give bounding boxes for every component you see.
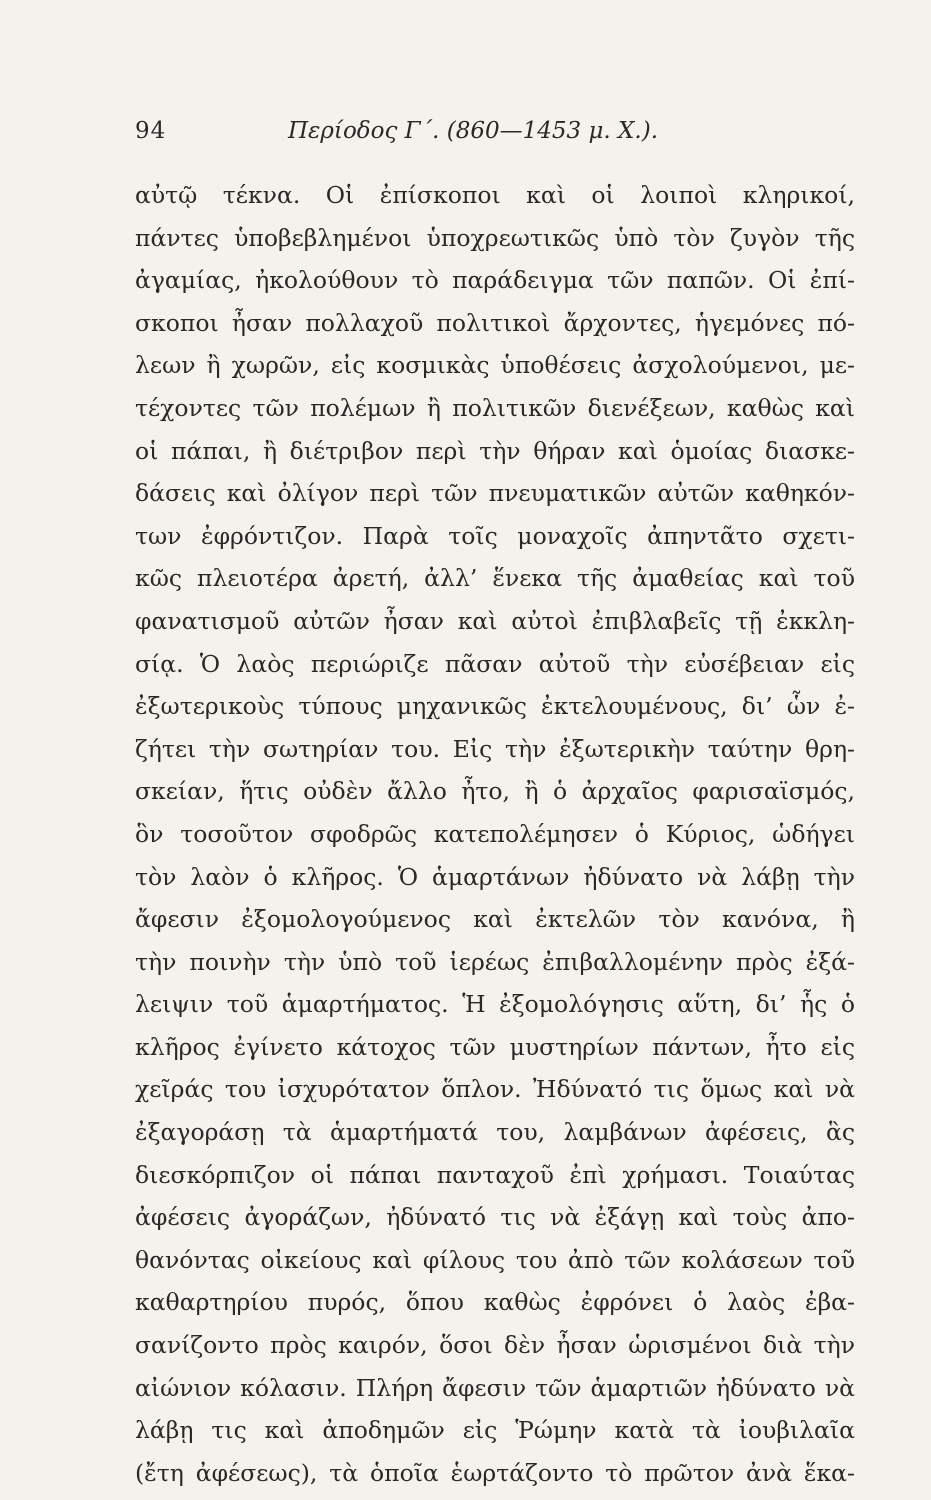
text-line: τὴν ποινὴν τὴν ὑπὸ τοῦ ἱερέως ἐπιβαλλομένην πρὸς ἐξά- bbox=[135, 947, 855, 976]
text-line: ζήτει τὴν σωτηρίαν του. Εἰς τὴν ἐξωτερικὴν ταύτην θρη- bbox=[135, 734, 855, 763]
text-line: αὐτῷ τέκνα. Οἱ ἐπίσκοποι καὶ οἱ λοιποὶ κληρικοί, bbox=[135, 181, 855, 209]
text-line: σίᾳ. Ὁ λαὸς περιώριζε πᾶσαν αὐτοῦ τὴν εὐσέβειαν εἰς bbox=[135, 649, 855, 678]
text-line: λεων ἢ χωρῶν, εἰς κοσμικὰς ὑποθέσεις ἀσχολούμενοι, με- bbox=[135, 351, 855, 380]
text-line: κῶς πλειοτέρα ἀρετή, ἀλλ’ ἕνεκα τῆς ἀμαθείας καὶ τοῦ bbox=[135, 564, 855, 593]
text-line: λάβῃ τις καὶ ἀποδημῶν εἰς Ῥώμην κατὰ τὰ ἰουβιλαῖα bbox=[135, 1416, 855, 1445]
text-line: ἐξαγοράσῃ τὰ ἁμαρτήματά του, λαμβάνων ἀφέσεις, ἃς bbox=[135, 1118, 855, 1147]
text-line: διεσκόρπιζον οἱ πάπαι πανταχοῦ ἐπὶ χρήμασι. Τοιαύτας bbox=[135, 1160, 855, 1189]
body-text bbox=[135, 174, 855, 1494]
text-line: τὸν λαὸν ὁ κλῆρος. Ὁ ἁμαρτάνων ἠδύνατο νὰ λάβῃ τὴν bbox=[135, 862, 855, 891]
text-line: θανόντας οἰκείους καὶ φίλους του ἀπὸ τῶν κολάσεων τοῦ bbox=[135, 1245, 855, 1274]
text-line: οἱ πάπαι, ἢ διέτριβον περὶ τὴν θήραν καὶ ὁμοίας διασκε- bbox=[135, 436, 855, 465]
text-line: δάσεις καὶ ὀλίγον περὶ τῶν πνευματικῶν αὐτῶν καθηκόν- bbox=[135, 479, 855, 508]
text-line: ἀφέσεις ἀγοράζων, ἠδύνατό τις νὰ ἐξάγῃ καὶ τοὺς ἀπο- bbox=[135, 1203, 855, 1232]
text-line: ὃν τοσοῦτον σφοδρῶς κατεπολέμησεν ὁ Κύριος, ὡδήγει bbox=[135, 819, 855, 848]
text-line: χεῖράς του ἰσχυρότατον ὅπλον. Ἠδύνατό τις ὅμως καὶ νὰ bbox=[135, 1075, 855, 1104]
page-header bbox=[135, 118, 835, 158]
text-line: τέχοντες τῶν πολέμων ἢ πολιτικῶν διενέξεων, καθὼς καὶ bbox=[135, 393, 855, 422]
text-line: ἀγαμίας, ἠκολούθουν τὸ παράδειγμα τῶν παπῶν. Οἱ ἐπί- bbox=[135, 266, 855, 295]
text-line: φανατισμοῦ αὐτῶν ἦσαν καὶ αὐτοὶ ἐπιβλαβεῖς τῇ ἐκκλη- bbox=[135, 606, 855, 635]
text-line: σκοποι ἦσαν πολλαχοῦ πολιτικοὶ ἄρχοντες, ἡγεμόνες πό- bbox=[135, 308, 855, 337]
text-line: αἰώνιον κόλασιν. Πλήρη ἄφεσιν τῶν ἁμαρτιῶν ἠδύνατο νὰ bbox=[135, 1373, 855, 1402]
text-line: σανίζοντο πρὸς καιρόν, ὅσοι δὲν ἦσαν ὡρισμένοι διὰ τὴν bbox=[135, 1331, 855, 1360]
text-line: καθαρτηρίου πυρός, ὅπου καθὼς ἐφρόνει ὁ λαὸς ἐβα- bbox=[135, 1288, 855, 1317]
text-line: λειψιν τοῦ ἁμαρτήματος. Ἡ ἐξομολόγησις αὕτη, δι’ ἧς ὁ bbox=[135, 990, 855, 1019]
text-line: ἄφεσιν ἐξομολογούμενος καὶ ἐκτελῶν τὸν κανόνα, ἢ bbox=[135, 905, 855, 934]
text-line: των ἐφρόντιζον. Παρὰ τοῖς μοναχοῖς ἀπηντᾶτο σχετι- bbox=[135, 521, 855, 550]
running-title: Περίοδος Γ΄. (860—1453 μ. Χ.). bbox=[288, 118, 659, 144]
text-line: (ἔτη ἀφέσεως), τὰ ὁποῖα ἑωρτάζοντο τὸ πρῶτον ἀνὰ ἕκα- bbox=[135, 1458, 855, 1487]
text-line: σκείαν, ἥτις οὐδὲν ἄλλο ἦτο, ἢ ὁ ἀρχαῖος φαρισαϊσμός, bbox=[135, 777, 855, 806]
text-line: κλῆρος ἐγίνετο κάτοχος τῶν μυστηρίων πάντων, ἦτο εἰς bbox=[135, 1032, 855, 1061]
text-line: πάντες ὑποβεβλημένοι ὑποχρεωτικῶς ὑπὸ τὸν ζυγὸν τῆς bbox=[135, 223, 855, 252]
text-line: ἐξωτερικοὺς τύπους μηχανικῶς ἐκτελουμένους, δι’ ὧν ἐ- bbox=[135, 692, 855, 721]
page-number: 94 bbox=[135, 118, 167, 144]
